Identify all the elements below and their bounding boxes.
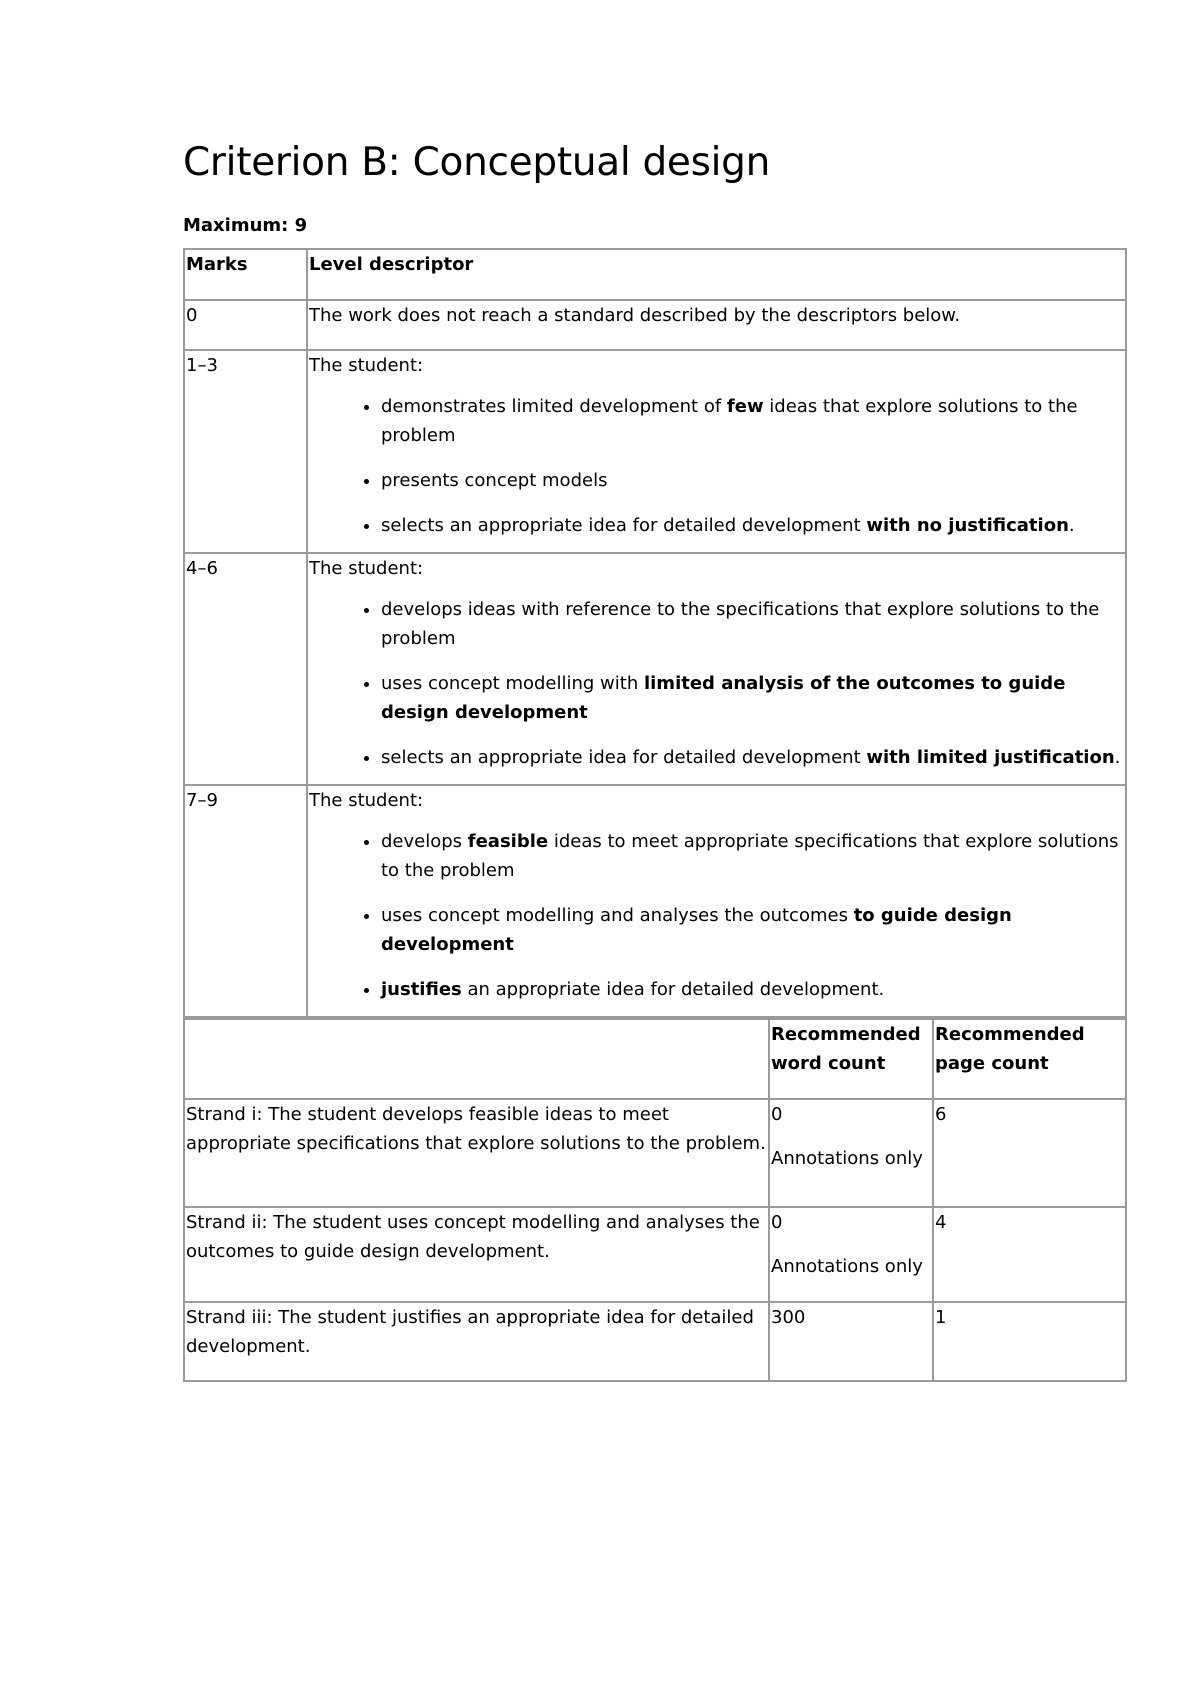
header-word-count: Recommended word count — [769, 1019, 933, 1099]
descriptor-list — [309, 595, 1125, 772]
word-count-cell — [769, 1099, 933, 1207]
descriptor-cell — [307, 350, 1126, 553]
list-item: • presents concept models — [381, 466, 1125, 495]
header-level-descriptor: Level descriptor — [307, 249, 1126, 300]
list-item: • demonstrates limited development of few ideas that explore solutions to the problem — [381, 392, 1125, 450]
descriptor-cell — [307, 785, 1126, 1017]
table-header-row — [184, 1019, 1126, 1099]
descriptor-intro: The student: — [309, 789, 424, 811]
strand-table — [183, 1018, 1127, 1382]
strand-text: Strand ii: The student uses concept modelling and analyses the outcomes to guide design development. — [184, 1207, 769, 1302]
list-item: • selects an appropriate idea for detailed development with no justification. — [381, 511, 1125, 540]
table-row — [184, 785, 1126, 1017]
strand-text: Strand i: The student develops feasible ideas to meet appropriate specifications that explore solutions to the problem. — [184, 1099, 769, 1207]
list-item: • uses concept modelling and analyses the outcomes to guide design development — [381, 901, 1125, 959]
page-title: Criterion B: Conceptual design — [183, 140, 771, 185]
descriptor-cell: The work does not reach a standard described by the descriptors below. — [307, 300, 1126, 350]
table-row — [184, 350, 1126, 553]
header-page-count: Recommended page count — [933, 1019, 1126, 1099]
list-item: • develops ideas with reference to the specifications that explore solutions to the problem — [381, 595, 1125, 653]
word-count: 0 — [771, 1211, 783, 1233]
header-empty — [184, 1019, 769, 1099]
list-item: • justifies an appropriate idea for detailed development. — [381, 975, 1125, 1004]
page-count: 4 — [933, 1207, 1126, 1302]
page-count: 6 — [933, 1099, 1126, 1207]
table-row — [184, 1207, 1126, 1302]
descriptor-intro: The student: — [309, 354, 424, 376]
page-count: 1 — [933, 1302, 1126, 1381]
marks-cell: 7–9 — [184, 785, 307, 1017]
table-header-row — [184, 249, 1126, 300]
descriptor-intro: The student: — [309, 557, 424, 579]
list-item: • uses concept modelling with limited analysis of the outcomes to guide design development — [381, 669, 1125, 727]
table-row — [184, 1302, 1126, 1381]
list-item: • selects an appropriate idea for detailed development with limited justification. — [381, 743, 1125, 772]
table-row — [184, 300, 1126, 350]
marks-cell: 4–6 — [184, 553, 307, 785]
word-count-note: Annotations only — [771, 1255, 923, 1277]
descriptor-list — [309, 392, 1125, 540]
word-count: 0 — [771, 1103, 783, 1125]
marks-cell: 0 — [184, 300, 307, 350]
descriptor-cell — [307, 553, 1126, 785]
strand-text: Strand iii: The student justifies an appropriate idea for detailed development. — [184, 1302, 769, 1381]
header-marks: Marks — [184, 249, 307, 300]
list-item: • develops feasible ideas to meet appropriate specifications that explore solutions to the problem — [381, 827, 1125, 885]
word-count-cell — [769, 1207, 933, 1302]
table-row — [184, 1099, 1126, 1207]
word-count-note: Annotations only — [771, 1147, 923, 1169]
descriptor-list — [309, 827, 1125, 1004]
table-row — [184, 553, 1126, 785]
maximum-marks: Maximum: 9 — [183, 214, 308, 236]
document-page — [183, 140, 1127, 1382]
marks-cell: 1–3 — [184, 350, 307, 553]
word-count: 300 — [771, 1306, 806, 1328]
level-descriptor-table — [183, 248, 1127, 1018]
word-count-cell — [769, 1302, 933, 1381]
